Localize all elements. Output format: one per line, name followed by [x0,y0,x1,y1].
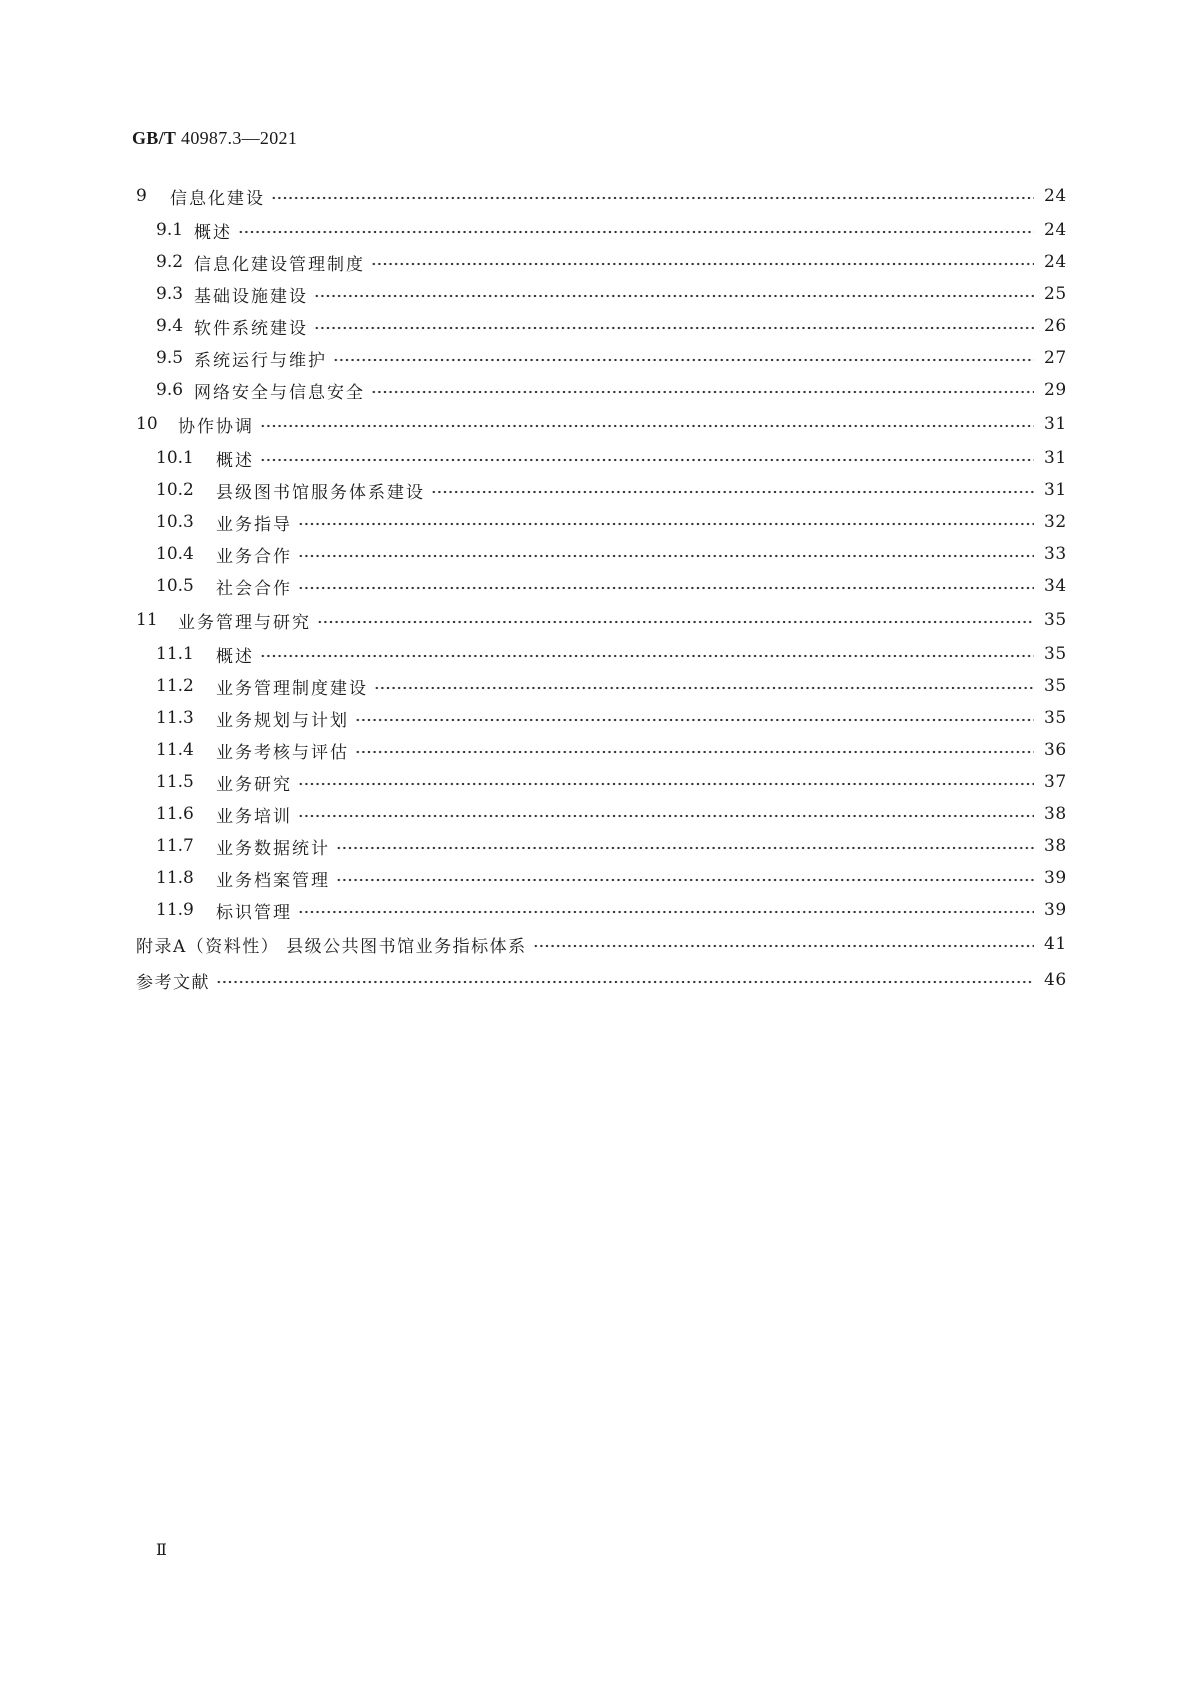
toc-entry-page: 39 [1044,868,1067,888]
toc-entry-number: 9.2 [156,252,184,272]
dot-leader [216,980,1034,984]
toc-entry-title: 信息化建设管理制度 [194,254,365,275]
dot-leader [355,718,1034,722]
toc-entry-title: 业务培训 [216,806,292,827]
toc-entry-number: 10.1 [156,448,194,468]
toc-entry-title: 协作协调 [178,416,254,437]
toc-entry-title: 业务合作 [216,546,292,567]
dot-leader [355,750,1034,754]
toc-entry-title: 业务规划与计划 [216,710,349,731]
toc-entry[interactable] [136,246,1066,278]
toc-entry[interactable] [136,734,1066,766]
dot-leader [431,490,1034,494]
toc-entry-page: 33 [1044,544,1067,564]
standard-number [132,128,297,149]
toc-entry-title: 概述 [216,646,254,667]
toc-entry-page: 27 [1044,348,1067,368]
toc-entry-page: 26 [1044,316,1067,336]
dot-leader [298,782,1034,786]
toc-entry-number: 11.8 [156,868,194,888]
toc-entry-page: 25 [1044,284,1067,304]
toc-entry-number: 9.5 [156,348,184,368]
dot-leader [238,230,1034,234]
dot-leader [371,262,1034,266]
toc-entry[interactable] [136,926,1066,962]
toc-entry-page: 24 [1044,252,1067,272]
toc-entry-page: 41 [1044,934,1067,954]
toc-entry[interactable] [136,670,1066,702]
toc-entry[interactable] [136,638,1066,670]
toc-entry-page: 36 [1044,740,1067,760]
toc-entry-page: 29 [1044,380,1067,400]
toc-entry-number: 11.3 [156,708,194,728]
toc-entry[interactable] [136,178,1066,214]
toc-entry-title: 网络安全与信息安全 [194,382,365,403]
toc-entry-page: 24 [1044,186,1067,206]
toc-entry-number: 11.6 [156,804,194,824]
dot-leader [374,686,1034,690]
toc-entry-number: 11 [136,610,158,630]
toc-entry[interactable] [136,602,1066,638]
toc-entry-title: 业务管理与研究 [178,612,311,633]
toc-entry-number: 11.7 [156,836,194,856]
toc-entry[interactable] [136,342,1066,374]
toc-entry-number: 9.4 [156,316,184,336]
toc-entry-number: 11.1 [156,644,194,664]
toc-entry-page: 38 [1044,836,1067,856]
toc-entry-number: 9 [136,186,147,206]
toc-entry[interactable] [136,506,1066,538]
toc-entry-title: 业务管理制度建设 [216,678,368,699]
dot-leader [371,390,1034,394]
toc-entry-title: 业务数据统计 [216,838,330,859]
toc-entry[interactable] [136,374,1066,406]
dot-leader [298,586,1034,590]
dot-leader [333,358,1034,362]
toc-entry-page: 31 [1044,480,1067,500]
toc-entry[interactable] [136,570,1066,602]
dot-leader [314,294,1034,298]
toc-entry[interactable] [136,442,1066,474]
toc-entry[interactable] [136,894,1066,926]
toc-entry[interactable] [136,278,1066,310]
page-folio: Ⅱ [156,1542,167,1559]
toc-entry-page: 35 [1044,644,1067,664]
dot-leader [336,846,1034,850]
toc-entry-number: 10 [136,414,158,434]
toc-entry-page: 35 [1044,610,1067,630]
toc-entry[interactable] [136,474,1066,506]
toc-entry-number: 10.2 [156,480,194,500]
toc-entry-title: 社会合作 [216,578,292,599]
toc-entry-page: 39 [1044,900,1067,920]
dot-leader [298,814,1034,818]
toc-entry-number: 10.3 [156,512,194,532]
toc-entry-title: 概述 [194,222,232,243]
toc-entry-title: 业务指导 [216,514,292,535]
toc-entry-title: 信息化建设 [170,188,265,209]
dot-leader [260,458,1034,462]
toc-entry-page: 31 [1044,448,1067,468]
toc-entry-page: 46 [1044,970,1067,990]
toc-entry-title: 业务档案管理 [216,870,330,891]
toc-entry[interactable] [136,538,1066,570]
toc-entry-number: 10.4 [156,544,194,564]
toc-entry-page: 35 [1044,676,1067,696]
dot-leader [260,424,1034,428]
dot-leader [298,910,1034,914]
toc-entry[interactable] [136,214,1066,246]
toc-entry-page: 31 [1044,414,1067,434]
toc-entry-page: 32 [1044,512,1067,532]
dot-leader [533,944,1034,948]
toc-entry-page: 37 [1044,772,1067,792]
dot-leader [314,326,1034,330]
toc-entry-number: 11.9 [156,900,194,920]
dot-leader [298,522,1034,526]
dot-leader [271,196,1034,200]
toc-entry[interactable] [136,702,1066,734]
toc-entry-page: 24 [1044,220,1067,240]
toc-entry-page: 35 [1044,708,1067,728]
toc-entry-page: 38 [1044,804,1067,824]
toc-entry-number: 11.2 [156,676,194,696]
toc-entry-number: 9.6 [156,380,184,400]
toc-entry-number: 9.3 [156,284,184,304]
toc-entry[interactable] [136,862,1066,894]
toc-entry-number: 9.1 [156,220,184,240]
toc-entry[interactable] [136,406,1066,442]
toc-entry[interactable] [136,310,1066,342]
toc-entry-number: 11.4 [156,740,194,760]
toc-entry-title: 软件系统建设 [194,318,308,339]
toc-entry-title: 附录A（资料性） 县级公共图书馆业务指标体系 [136,936,527,957]
toc-entry-number: 11.5 [156,772,194,792]
toc-entry-title: 概述 [216,450,254,471]
table-of-contents [136,178,1066,998]
toc-entry-title: 参考文献 [136,972,210,993]
toc-entry-title: 基础设施建设 [194,286,308,307]
toc-entry-title: 标识管理 [216,902,292,923]
toc-entry-title: 系统运行与维护 [194,350,327,371]
standard-code: 40987.3—2021 [181,128,298,148]
toc-entry-title: 业务研究 [216,774,292,795]
toc-entry[interactable] [136,830,1066,862]
toc-entry[interactable] [136,962,1066,998]
toc-entry[interactable] [136,798,1066,830]
dot-leader [260,654,1034,658]
dot-leader [298,554,1034,558]
toc-entry[interactable] [136,766,1066,798]
toc-entry-page: 34 [1044,576,1067,596]
toc-entry-number: 10.5 [156,576,194,596]
dot-leader [336,878,1034,882]
standard-prefix: GB/T [132,128,177,148]
dot-leader [317,620,1034,624]
toc-entry-title: 业务考核与评估 [216,742,349,763]
toc-entry-title: 县级图书馆服务体系建设 [216,482,425,503]
